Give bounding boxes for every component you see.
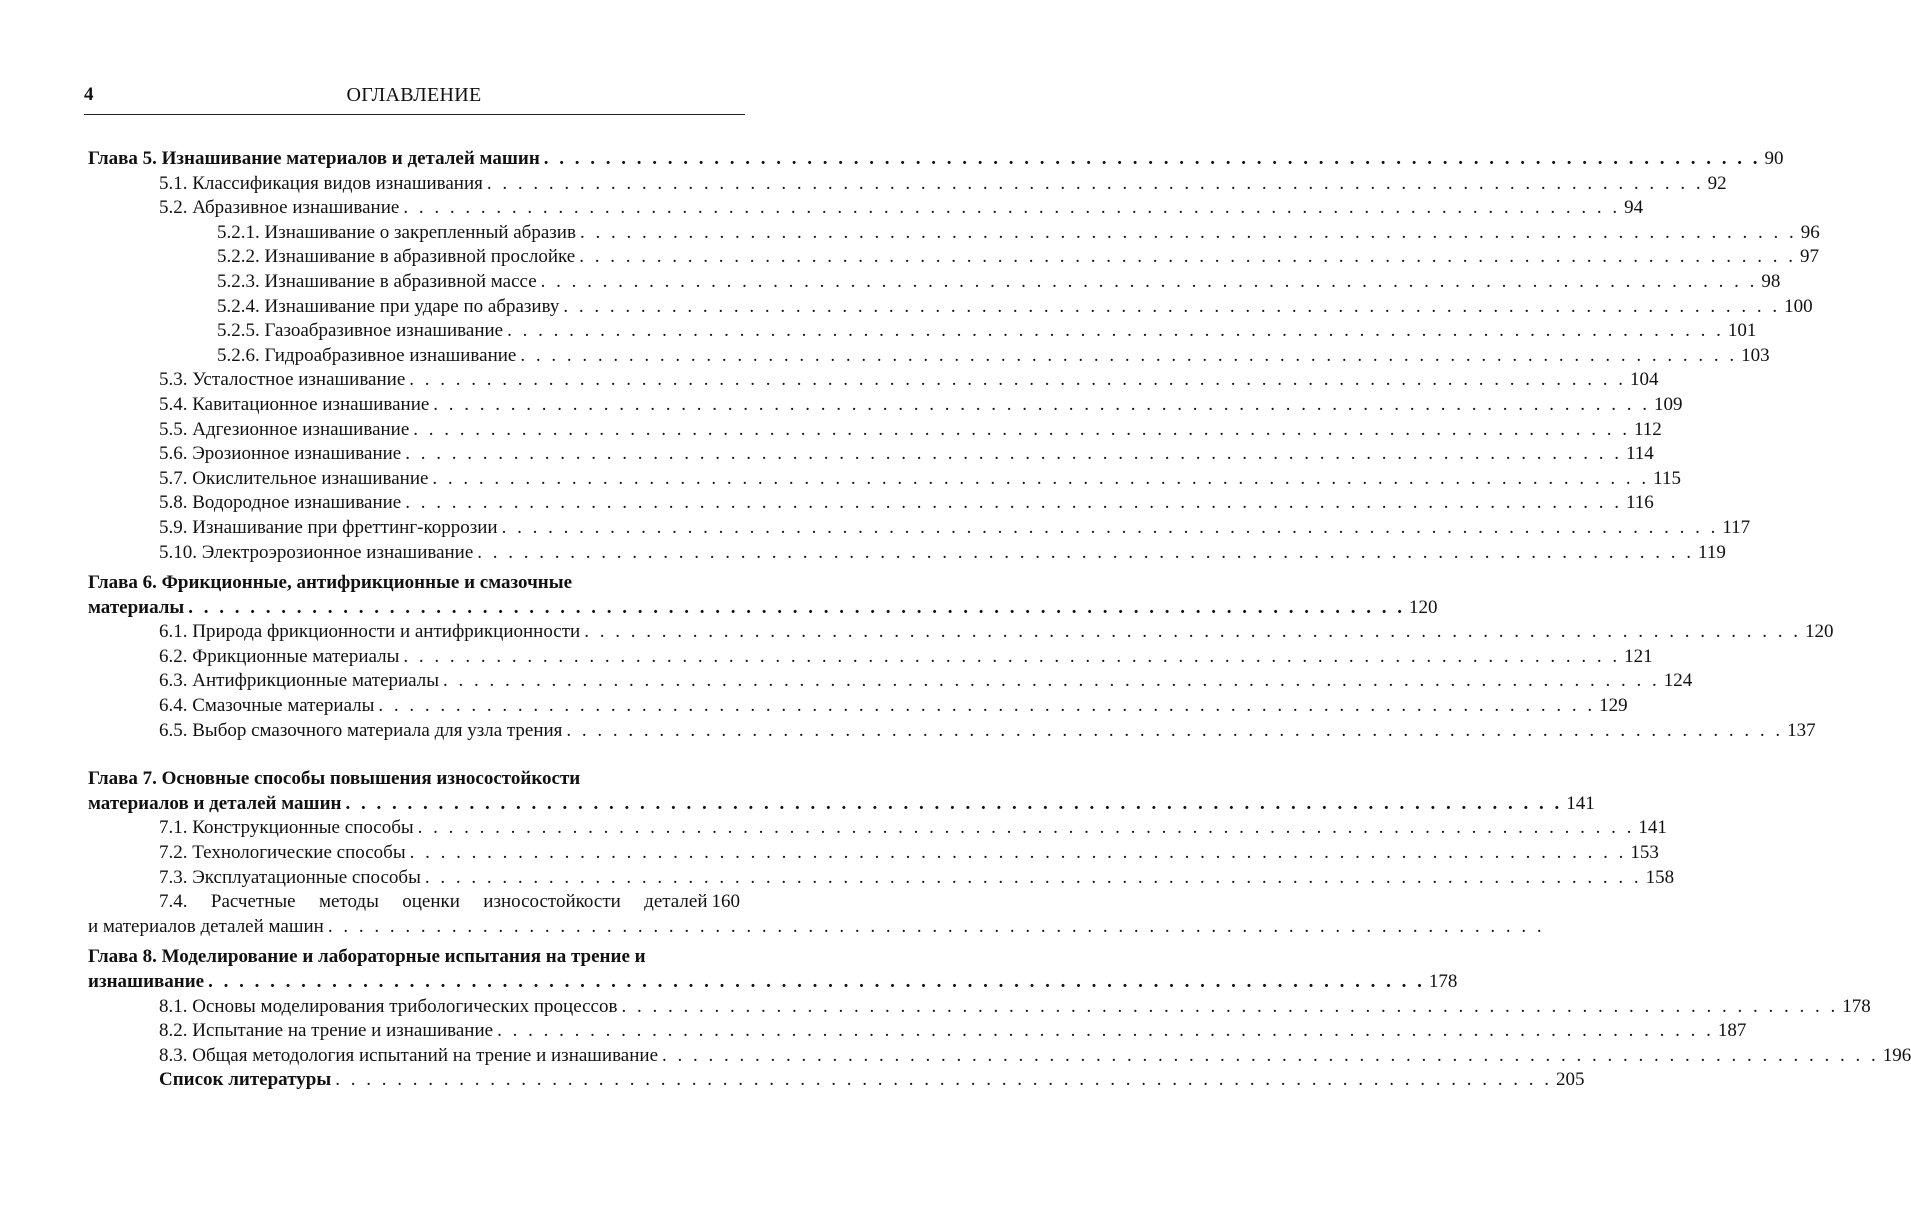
dot-leader: . . . . . . . . . . . . . . . . . . . . . . . . . . . . . . . . . . . . . . . . . . . . . . . . . . . . . . . . . . . . . . . . . . . . . . . . . . . . . . . [507, 320, 1724, 342]
page-ref: 114 [1625, 443, 1654, 465]
page-ref: 116 [1626, 492, 1654, 514]
toc-item-7-4 [88, 891, 740, 916]
toc-item [88, 443, 1654, 468]
dot-leader: . . . . . . . . . . . . . . . . . . . . . . . . . . . . . . . . . . . . . . . . . . . . . . . . . . . . . . . . . . . . . . . . . . . . . . . . . . . . . . . [443, 670, 1660, 692]
dot-leader: . . . . . . . . . . . . . . . . . . . . . . . . . . . . . . . . . . . . . . . . . . . . . . . . . . . . . . . . . . . . . . . . . . . . . . . . . . . . . . . [413, 418, 1631, 440]
item-title: 6.2. Фрикционные материалы [159, 645, 400, 667]
page-ref: 129 [1599, 695, 1628, 717]
page-ref: 109 [1654, 393, 1683, 415]
dot-leader: . . . . . . . . . . . . . . . . . . . . . . . . . . . . . . . . . . . . . . . . . . . . . . . . . . . . . . . . . . . . . . . . . . . . . . . . . . . . . . . [345, 792, 1563, 814]
dot-leader: . . . . . . . . . . . . . . . . . . . . . . . . . . . . . . . . . . . . . . . . . . . . . . . . . . . . . . . . . . . . . . . . . . . . . . . . . . . . . . . [417, 817, 1635, 839]
dot-leader: . . . . . . . . . . . . . . . . . . . . . . . . . . . . . . . . . . . . . . . . . . . . . . . . . . . . . . . . . . . . . . . . . . . . . . . . . . . . . . . [188, 596, 1406, 618]
page-ref: 160 [711, 891, 740, 913]
page-ref: 103 [1741, 344, 1770, 366]
dot-leader: . . . . . . . . . . . . . . . . . . . . . . . . . . . . . . . . . . . . . . . . . . . . . . . . . . . . . . . . . . . . . . . . . . . . . . . . . . . . . . . [327, 915, 1545, 937]
page-ref: 205 [1555, 1069, 1585, 1091]
page-ref: 100 [1784, 295, 1813, 317]
dot-leader: . . . . . . . . . . . . . . . . . . . . . . . . . . . . . . . . . . . . . . . . . . . . . . . . . . . . . . . . . . . . . . . . . . . . . . . . . . . . . . . [662, 1044, 1879, 1066]
dot-leader: . . . . . . . . . . . . . . . . . . . . . . . . . . . . . . . . . . . . . . . . . . . . . . . . . . . . . . . . . . . . . . . . . . . . . . . . . . . . . . . [584, 621, 1801, 643]
item-title: 5.1. Классификация видов изнашивания [159, 172, 483, 194]
item-title: 5.6. Эрозионное изнашивание [159, 443, 402, 465]
toc-chapter-6: Глава 6. Фрикционные, антифрикционные и смазочные [88, 572, 572, 594]
item-title: 5.2.4. Изнашивание при ударе по абразиву [217, 295, 560, 317]
toc-item [88, 995, 1871, 1021]
dot-leader: . . . . . . . . . . . . . . . . . . . . . . . . . . . . . . . . . . . . . . . . . . . . . . . . . . . . . . . . . . . . . . . . . . . . . . . . . . . . . . . [497, 1020, 1714, 1042]
page-ref: 120 [1804, 621, 1834, 643]
toc-item [88, 197, 1644, 222]
dot-leader: . . . . . . . . . . . . . . . . . . . . . . . . . . . . . . . . . . . . . . . . . . . . . . . . . . . . . . . . . . . . . . . . . . . . . . . . . . . . . . . [501, 516, 1719, 538]
dot-leader: . . . . . . . . . . . . . . . . . . . . . . . . . . . . . . . . . . . . . . . . . . . . . . . . . . . . . . . . . . . . . . . . . . . . . . . . . . . . . . . [520, 344, 1738, 366]
toc-item [88, 695, 1628, 720]
page-ref: 178 [1428, 971, 1458, 992]
toc-item [88, 645, 1653, 671]
item-title: 7.1. Конструкционные способы [159, 817, 414, 839]
spacer [88, 744, 740, 768]
chapter-title: Глава 5. Изнашивание материалов и деталей машин [88, 148, 540, 169]
toc-item [88, 541, 1726, 567]
item-title: 6.1. Природа фрикционности и антифрикционности [159, 621, 581, 643]
toc-item [88, 492, 1654, 517]
dot-leader: . . . . . . . . . . . . . . . . . . . . . . . . . . . . . . . . . . . . . . . . . . . . . . . . . . . . . . . . . . . . . . . . . . . . . . . . . . . . . . . [403, 197, 1621, 219]
item-title: 5.2.2. Изнашивание в абразивной прослойке [217, 246, 576, 268]
toc-item [88, 670, 1693, 695]
page-number: 4 [84, 84, 94, 105]
page-ref: 104 [1630, 369, 1659, 391]
page-ref: 119 [1698, 541, 1726, 563]
item-title: 5.4. Кавитационное изнашивание [159, 393, 430, 415]
toc-chapter-8-cont [88, 971, 1458, 996]
dot-leader: . . . . . . . . . . . . . . . . . . . . . . . . . . . . . . . . . . . . . . . . . . . . . . . . . . . . . . . . . . . . . . . . . . . . . . . . . . . . . . . [378, 695, 1596, 717]
page-ref: 187 [1717, 1020, 1747, 1042]
toc-references [88, 1069, 1585, 1094]
page-ref: 96 [1800, 221, 1820, 243]
item-title: 5.7. Окислительное изнашивание [159, 467, 429, 489]
item-title: 5.2. Абразивное изнашивание [159, 197, 400, 219]
dot-leader: . . . . . . . . . . . . . . . . . . . . . . . . . . . . . . . . . . . . . . . . . . . . . . . . . . . . . . . . . . . . . . . . . . . . . . . . . . . . . . . [409, 842, 1627, 864]
item-title: 6.5. Выбор смазочного материала для узла трения [159, 719, 563, 741]
toc-chapter-5 [88, 148, 1784, 173]
page-ref: 121 [1624, 645, 1653, 667]
toc-item [88, 393, 1683, 419]
toc-subitem [88, 320, 1757, 345]
item-title: 5.2.1. Изнашивание о закрепленный абразив [217, 221, 576, 243]
page-ref: 196 [1882, 1044, 1911, 1066]
dot-leader: . . . . . . . . . . . . . . . . . . . . . . . . . . . . . . . . . . . . . . . . . . . . . . . . . . . . . . . . . . . . . . . . . . . . . . . . . . . . . . . [477, 541, 1695, 563]
chapter-title: изнашивание [88, 971, 205, 992]
dot-leader: . . . . . . . . . . . . . . . . . . . . . . . . . . . . . . . . . . . . . . . . . . . . . . . . . . . . . . . . . . . . . . . . . . . . . . . . . . . . . . . [579, 246, 1796, 268]
dot-leader: . . . . . . . . . . . . . . . . . . . . . . . . . . . . . . . . . . . . . . . . . . . . . . . . . . . . . . . . . . . . . . . . . . . . . . . . . . . . . . . [424, 866, 1642, 888]
item-title: 6.3. Антифрикционные материалы [159, 670, 440, 692]
toc-subitem [88, 270, 1781, 296]
toc-item [88, 817, 1667, 842]
dot-leader: . . . . . . . . . . . . . . . . . . . . . . . . . . . . . . . . . . . . . . . . . . . . . . . . . . . . . . . . . . . . . . . . . . . . . . . . . . . . . . . [405, 492, 1622, 514]
dot-leader: . . . . . . . . . . . . . . . . . . . . . . . . . . . . . . . . . . . . . . . . . . . . . . . . . . . . . . . . . . . . . . . . . . . . . . . . . . . . . . . [208, 971, 1425, 992]
references-title: Список литературы [159, 1069, 332, 1091]
dot-leader: . . . . . . . . . . . . . . . . . . . . . . . . . . . . . . . . . . . . . . . . . . . . . . . . . . . . . . . . . . . . . . . . . . . . . . . . . . . . . . . [405, 443, 1622, 465]
toc-item [88, 467, 1681, 493]
item-title: 8.3. Общая методология испытаний на трение и изнашивание [159, 1044, 659, 1066]
page-ref: 101 [1727, 320, 1757, 342]
toc-subitem [88, 344, 1770, 370]
chapter-title: материалов и деталей машин [88, 792, 342, 814]
item-title: 7.3. Эксплуатационные способы [159, 866, 421, 888]
toc-item [88, 1020, 1747, 1045]
dot-leader: . . . . . . . . . . . . . . . . . . . . . . . . . . . . . . . . . . . . . . . . . . . . . . . . . . . . . . . . . . . . . . . . . . . . . . . . . . . . . . . [403, 645, 1621, 667]
toc-item [88, 866, 1675, 892]
toc-subitem [88, 246, 1819, 271]
page-ref: 153 [1630, 842, 1659, 864]
page-ref: 94 [1624, 197, 1644, 219]
item-title: 5.2.5. Газоабразивное изнашивание [217, 320, 504, 342]
toc-item [88, 719, 1816, 745]
item-title: 5.10. Электроэрозионное изнашивание [159, 541, 474, 563]
dot-leader: . . . . . . . . . . . . . . . . . . . . . . . . . . . . . . . . . . . . . . . . . . . . . . . . . . . . . . . . . . . . . . . . . . . . . . . . . . . . . . . [579, 221, 1797, 243]
toc-chapter-6-cont [88, 596, 1438, 622]
page-ref: 178 [1842, 995, 1871, 1017]
page-ref: 141 [1566, 792, 1595, 814]
toc-chapter-8: Глава 8. Моделирование и лабораторные испытания на трение и [88, 946, 646, 968]
item-title: 5.8. Водородное изнашивание [159, 492, 402, 514]
dot-leader: . . . . . . . . . . . . . . . . . . . . . . . . . . . . . . . . . . . . . . . . . . . . . . . . . . . . . . . . . . . . . . . . . . . . . . . . . . . . . . . [433, 393, 1651, 415]
page-ref: 141 [1638, 817, 1667, 839]
chapter-title: материалы [88, 596, 185, 618]
page-ref: 92 [1707, 172, 1727, 194]
toc-subitem [88, 221, 1820, 247]
toc-item [88, 842, 1659, 867]
item-title: 5.2.6. Гидроабразивное изнашивание [217, 344, 517, 366]
item-title: 8.1. Основы моделирования трибологических процессов [159, 995, 618, 1017]
page-ref: 98 [1761, 270, 1781, 292]
dot-leader: . . . . . . . . . . . . . . . . . . . . . . . . . . . . . . . . . . . . . . . . . . . . . . . . . . . . . . . . . . . . . . . . . . . . . . . . . . . . . . . [621, 995, 1839, 1017]
dot-leader: . . . . . . . . . . . . . . . . . . . . . . . . . . . . . . . . . . . . . . . . . . . . . . . . . . . . . . . . . . . . . . . . . . . . . . . . . . . . . . . [540, 270, 1758, 292]
toc-chapter-7: Глава 7. Основные способы повышения износостойкости [88, 768, 581, 790]
page-ref: 90 [1764, 148, 1784, 169]
item-title: 5.5. Адгезионное изнашивание [159, 418, 410, 440]
item-title: 7.2. Технологические способы [159, 842, 406, 864]
page-ref: 117 [1722, 516, 1751, 538]
dot-leader: . . . . . . . . . . . . . . . . . . . . . . . . . . . . . . . . . . . . . . . . . . . . . . . . . . . . . . . . . . . . . . . . . . . . . . . . . . . . . . . [486, 172, 1704, 194]
toc-subitem [88, 295, 1813, 321]
dot-leader: . . . . . . . . . . . . . . . . . . . . . . . . . . . . . . . . . . . . . . . . . . . . . . . . . . . . . . . . . . . . . . . . . . . . . . . . . . . . . . . [409, 369, 1627, 391]
item-title: 5.9. Изнашивание при фреттинг-коррозии [159, 516, 498, 538]
toc-item [88, 369, 1659, 394]
item-title: 5.3. Усталостное изнашивание [159, 369, 406, 391]
table-of-contents [88, 148, 1911, 1094]
toc-item-7-4-cont [88, 915, 1545, 941]
page-ref: 120 [1409, 596, 1438, 618]
header-rule [84, 114, 745, 115]
page-ref: 158 [1645, 866, 1675, 888]
toc-item [88, 172, 1727, 198]
page-ref: 115 [1653, 467, 1681, 489]
dot-leader: . . . . . . . . . . . . . . . . . . . . . . . . . . . . . . . . . . . . . . . . . . . . . . . . . . . . . . . . . . . . . . . . . . . . . . . . . . . . . . . [563, 295, 1781, 317]
toc-item [88, 516, 1751, 542]
dot-leader: . . . . . . . . . . . . . . . . . . . . . . . . . . . . . . . . . . . . . . . . . . . . . . . . . . . . . . . . . . . . . . . . . . . . . . . . . . . . . . . [566, 719, 1784, 741]
toc-item [88, 621, 1834, 646]
toc-item [88, 1044, 1911, 1070]
dot-leader: . . . . . . . . . . . . . . . . . . . . . . . . . . . . . . . . . . . . . . . . . . . . . . . . . . . . . . . . . . . . . . . . . . . . . . . . . . . . . . . [432, 467, 1650, 489]
page-header [84, 84, 744, 112]
page-ref: 137 [1787, 719, 1816, 741]
toc-item [88, 418, 1662, 444]
item-title: 5.2.3. Изнашивание в абразивной массе [217, 270, 537, 292]
item-title: 8.2. Испытание на трение и изнашивание [159, 1020, 494, 1042]
item-title: 6.4. Смазочные материалы [159, 695, 375, 717]
dot-leader: . . . . . . . . . . . . . . . . . . . . . . . . . . . . . . . . . . . . . . . . . . . . . . . . . . . . . . . . . . . . . . . . . . . . . . . . . . . . . . . [543, 148, 1761, 169]
dot-leader: . . . . . . . . . . . . . . . . . . . . . . . . . . . . . . . . . . . . . . . . . . . . . . . . . . . . . . . . . . . . . . . . . . . . . . . . . . . . . . . [335, 1069, 1552, 1091]
page-ref: 112 [1634, 418, 1662, 440]
page-ref: 124 [1663, 670, 1693, 692]
item-title: 7.4. Расчетные методы оценки износостойкости деталей [159, 891, 708, 913]
page-ref: 97 [1799, 246, 1819, 268]
toc-chapter-7-cont [88, 792, 1595, 818]
page-title: ОГЛАВЛЕНИЕ [346, 84, 482, 106]
item-title: и материалов деталей машин [88, 915, 324, 937]
